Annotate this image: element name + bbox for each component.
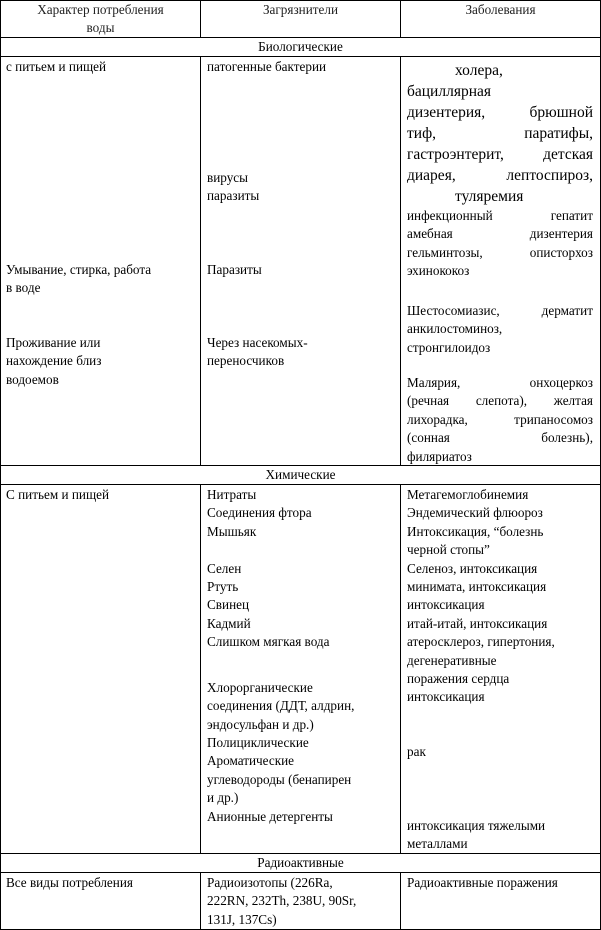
column-divider (200, 56, 201, 465)
chem-pollutants: Нитраты Соединения фтора Мышьяк Селен Ртуть Свинец Кадмий Слишком мягкая вода Хлорорганические соединения (ДДТ, алдрин, эндосульфан и др.) Полициклические Ароматические углеводороды (бенапирен и др.) Анионные детергенты (207, 487, 355, 824)
column-divider (400, 484, 401, 853)
chem-usage: С питьем и пищей (6, 487, 110, 502)
chem-diseases: Метагемоглобинемия Эндемический флюороз Интоксикация, “болезнь черной стопы” Селеноз, интоксикация минимата, интоксикация интоксикация итай-итай, интоксикация атеросклероз, гипертония, дегенеративные поражения сердца интоксикация рак интоксикация тяжелыми металлами (407, 487, 555, 852)
header-usage: Характер потребления воды (37, 2, 164, 36)
column-divider (400, 56, 401, 465)
pollutant-bacteria: патогенные бактерии (207, 59, 327, 74)
section-radioactive: Радиоактивные (257, 855, 344, 870)
pollutant-insects: Через насекомых- переносчиков (207, 335, 308, 369)
disease-contact: Шестосомиазис, дерматит анкилостоминоз, стронгилоидоз (407, 303, 593, 355)
column-divider (400, 872, 401, 930)
usage-drink: с питьем и пищей (6, 59, 107, 74)
column-divider (200, 872, 201, 930)
section-biological: Биологические (258, 39, 343, 54)
pollutant-viruses: вирусы паразиты (207, 170, 260, 204)
column-divider (200, 484, 201, 853)
radio-usage: Все виды потребления (6, 875, 133, 890)
radio-pollutants: Радиоизотопы (226Ra, 222RN, 232Th, 238U, 90Sr, 131J, 137Cs) (207, 875, 357, 927)
header-diseases: Заболевания (465, 2, 536, 17)
usage-wash: Умывание, стирка, работа в воде (6, 262, 152, 296)
section-chemical: Химические (265, 467, 336, 482)
usage-live-near: Проживание или нахождение близ водоемов (6, 335, 102, 387)
radio-diseases: Радиоактивные поражения (407, 875, 558, 890)
disease-viral: инфекционный гепатит амебная дизентерия гельминтозы, описторхоз эхинококоз (407, 208, 593, 279)
disease-vector-borne: Малярия, онхоцеркоз (речная слепота), желтая лихорадка, трипаносомоз (сонная болезнь), филяриатоз (407, 375, 593, 464)
disease-bacterial: холера, бациллярная дизентерия, брюшной тиф, паратифы, гастроэнтерит, детская диарея, лептоспироз, туляремия (407, 62, 593, 205)
pollutant-parasites: Паразиты (207, 262, 262, 277)
header-pollutants: Загрязнители (262, 2, 339, 17)
